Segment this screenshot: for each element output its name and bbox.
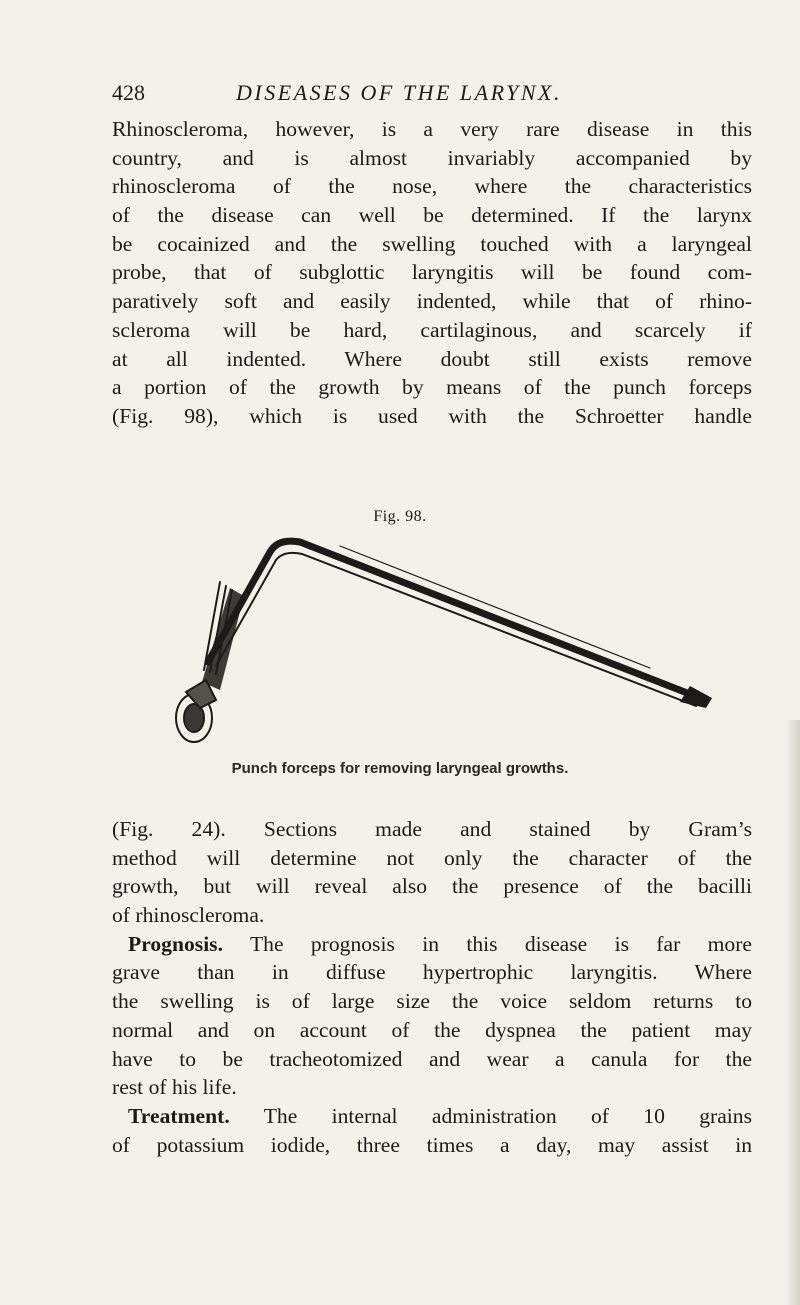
text-line: at all indented. Where doubt still exists remove (112, 346, 752, 371)
text-line: paratively soft and easily indented, while that of rhino- (112, 289, 752, 314)
text-line: Rhinoscleroma, however, is a very rare disease in this (112, 117, 752, 141)
text-line: method will determine not only the character of the (112, 845, 752, 870)
text-line: of the disease can well be determined. If the larynx (112, 203, 752, 228)
text-line: grave than in diffuse hypertrophic laryngitis. Where (112, 960, 752, 985)
text-line: of potassium iodide, three times a day, may assist in (112, 1132, 752, 1157)
prognosis-heading: Prognosis. (128, 931, 223, 956)
page-number: 428 (112, 80, 145, 105)
prognosis-first-line-text: The prognosis in this disease is far more (249, 931, 752, 956)
text-line: be cocainized and the swelling touched with a laryngeal (112, 231, 752, 256)
text-line: rhinoscleroma of the nose, where the characteristics (112, 174, 752, 199)
page-header (112, 80, 752, 110)
prognosis-first-line (112, 930, 752, 959)
text-line: probe, that of subglottic laryngitis will be found com- (112, 260, 752, 285)
punch-forceps-illustration (160, 530, 720, 760)
treatment-heading: Treatment. (128, 1103, 230, 1128)
text-line: a portion of the growth by means of the punch forceps (112, 375, 752, 400)
running-head: DISEASES OF THE LARYNX. (236, 80, 562, 105)
text-line: growth, but will reveal also the presence of the bacilli (112, 874, 752, 899)
text-line: the swelling is of large size the voice seldom returns to (112, 989, 752, 1014)
text-line: country, and is almost invariably accompanied by (112, 145, 752, 170)
text-line: scleroma will be hard, cartilaginous, and scarcely if (112, 317, 752, 342)
treatment-first-line-text: The internal administration of 10 grains (263, 1103, 752, 1128)
paragraph-rhinoscleroma (112, 115, 752, 431)
figure-caption: Punch forceps for removing laryngeal growths. (231, 760, 569, 777)
treatment-first-line (112, 1102, 752, 1131)
page-edge-shadow (786, 720, 800, 1305)
text-line: rest of his life. (112, 1075, 237, 1100)
text-line: normal and on account of the dyspnea the patient may (112, 1017, 752, 1042)
text-line: (Fig. 24). Sections made and stained by Gram’s (112, 817, 752, 841)
text-line: have to be tracheotomized and wear a canula for the (112, 1046, 752, 1071)
figure-label: Fig. 98. (373, 508, 427, 525)
text-line: of rhinoscleroma. (112, 903, 265, 928)
paragraph-gram-method (112, 815, 752, 1159)
text-line: (Fig. 98), which is used with the Schroetter handle (112, 403, 752, 428)
